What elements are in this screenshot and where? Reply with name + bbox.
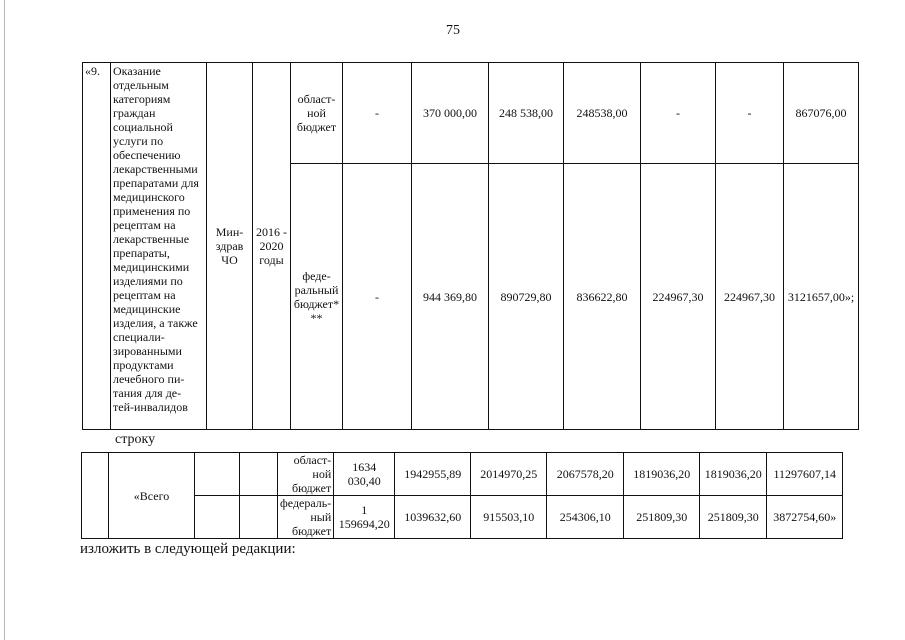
value-cell: - — [641, 63, 716, 164]
total-label: «Всего — [109, 453, 195, 539]
text-line: препаратами для — [113, 176, 199, 190]
value-cell: 915503,10 — [471, 496, 547, 539]
page-edge-line — [4, 0, 5, 640]
value-cell: 248538,00 — [564, 63, 641, 164]
measure-name — [111, 63, 207, 430]
text-line: Оказание — [113, 64, 161, 78]
page-number: 75 — [446, 23, 460, 38]
text-line: изделия, а также — [113, 316, 198, 330]
text-line: медицинскими — [113, 260, 190, 274]
text-line: медицинского — [113, 190, 185, 204]
total-num-cell — [82, 453, 109, 539]
value-cell: 944 369,80 — [412, 164, 489, 430]
text-line: бюджет* — [293, 296, 340, 311]
value-cell: 1039632,60 — [395, 496, 471, 539]
text-line: изделиями по — [113, 274, 183, 288]
value-cell: 1634 030,40 — [334, 453, 395, 496]
source-cell — [291, 164, 343, 430]
value-cell: 224967,30 — [641, 164, 716, 430]
source-cell — [278, 496, 334, 539]
value-cell: - — [716, 63, 784, 164]
text-line: бюджет — [296, 120, 337, 134]
text-line: област- — [293, 453, 332, 467]
value-cell: 867076,00 — [784, 63, 859, 164]
value-cell: 11297607,14 — [767, 453, 843, 496]
value-cell: 254306,10 — [547, 496, 624, 539]
between-text: строку — [115, 432, 156, 447]
text-line: продуктами — [113, 358, 174, 372]
text-line: рецептам на — [113, 218, 176, 232]
empty-cell — [195, 453, 240, 496]
text-line: ный — [310, 510, 332, 524]
value-cell: 1819036,20 — [700, 453, 767, 496]
text-line: бюджет — [291, 524, 332, 538]
text-line: социальной — [113, 120, 173, 134]
row-number: «9. — [83, 63, 111, 430]
value-cell: 1819036,20 — [624, 453, 700, 496]
text-line: специали- — [113, 330, 165, 344]
text-line: отдельным — [113, 78, 169, 92]
value-cell: 3121657,00»; — [784, 164, 859, 430]
value-cell: 251809,30 — [624, 496, 700, 539]
value-cell: 1942955,89 — [395, 453, 471, 496]
text-line: тей-инвалидов — [113, 400, 188, 414]
text-line: ральный — [294, 282, 339, 297]
empty-cell — [240, 453, 278, 496]
total-table — [81, 452, 843, 539]
text-line: област- — [297, 92, 336, 106]
text-line: 2016 - — [256, 225, 287, 239]
text-line: годы — [259, 253, 284, 267]
value-cell: - — [343, 63, 412, 164]
value-cell: 370 000,00 — [412, 63, 489, 164]
value-cell: 224967,30 — [716, 164, 784, 430]
value-cell: 836622,80 — [564, 164, 641, 430]
text-line: ной — [307, 106, 326, 120]
text-line: обеспечению — [113, 148, 181, 162]
period-cell — [253, 63, 291, 430]
value-cell: 251809,30 — [700, 496, 767, 539]
text-line: бюджет — [291, 481, 332, 495]
empty-cell — [195, 496, 240, 539]
text-line: феде- — [302, 268, 331, 283]
text-line: ной — [312, 467, 332, 481]
program-table — [82, 62, 859, 430]
text-line: категориям — [113, 92, 171, 106]
text-line: применения по — [113, 204, 191, 218]
text-line: ЧО — [221, 253, 238, 267]
value-cell: 1 159694,20 — [334, 496, 395, 539]
value-cell: 2067578,20 — [547, 453, 624, 496]
text-line: рецептам на — [113, 288, 176, 302]
value-cell: - — [343, 164, 412, 430]
value-cell: 2014970,25 — [471, 453, 547, 496]
value-cell: 890729,80 — [489, 164, 564, 430]
text-line: граждан — [113, 106, 156, 120]
after-text: изложить в следующей редакции: — [80, 541, 296, 557]
empty-cell — [240, 496, 278, 539]
source-cell — [278, 453, 334, 496]
text-line: препараты, — [113, 246, 170, 260]
text-line: федераль- — [280, 496, 332, 510]
text-line: услуги по — [113, 134, 164, 148]
text-line: здрав — [215, 239, 244, 253]
text-line: медицинские — [113, 302, 181, 316]
executor-cell — [207, 63, 253, 430]
value-cell: 3872754,60» — [767, 496, 843, 539]
text-line: лекарственными — [113, 162, 198, 176]
text-line: 2020 — [259, 239, 284, 253]
value-cell: 248 538,00 — [489, 63, 564, 164]
source-cell — [291, 63, 343, 164]
text-line: лекарственные — [113, 232, 190, 246]
text-line: зированными — [113, 344, 182, 358]
table-row — [83, 63, 859, 164]
table-row — [82, 453, 843, 496]
text-line: Мин- — [215, 225, 244, 239]
text-line: ** — [310, 310, 323, 325]
text-line: тания для де- — [113, 386, 182, 400]
table-row — [82, 496, 843, 539]
text-line: лечебного пи- — [113, 372, 185, 386]
